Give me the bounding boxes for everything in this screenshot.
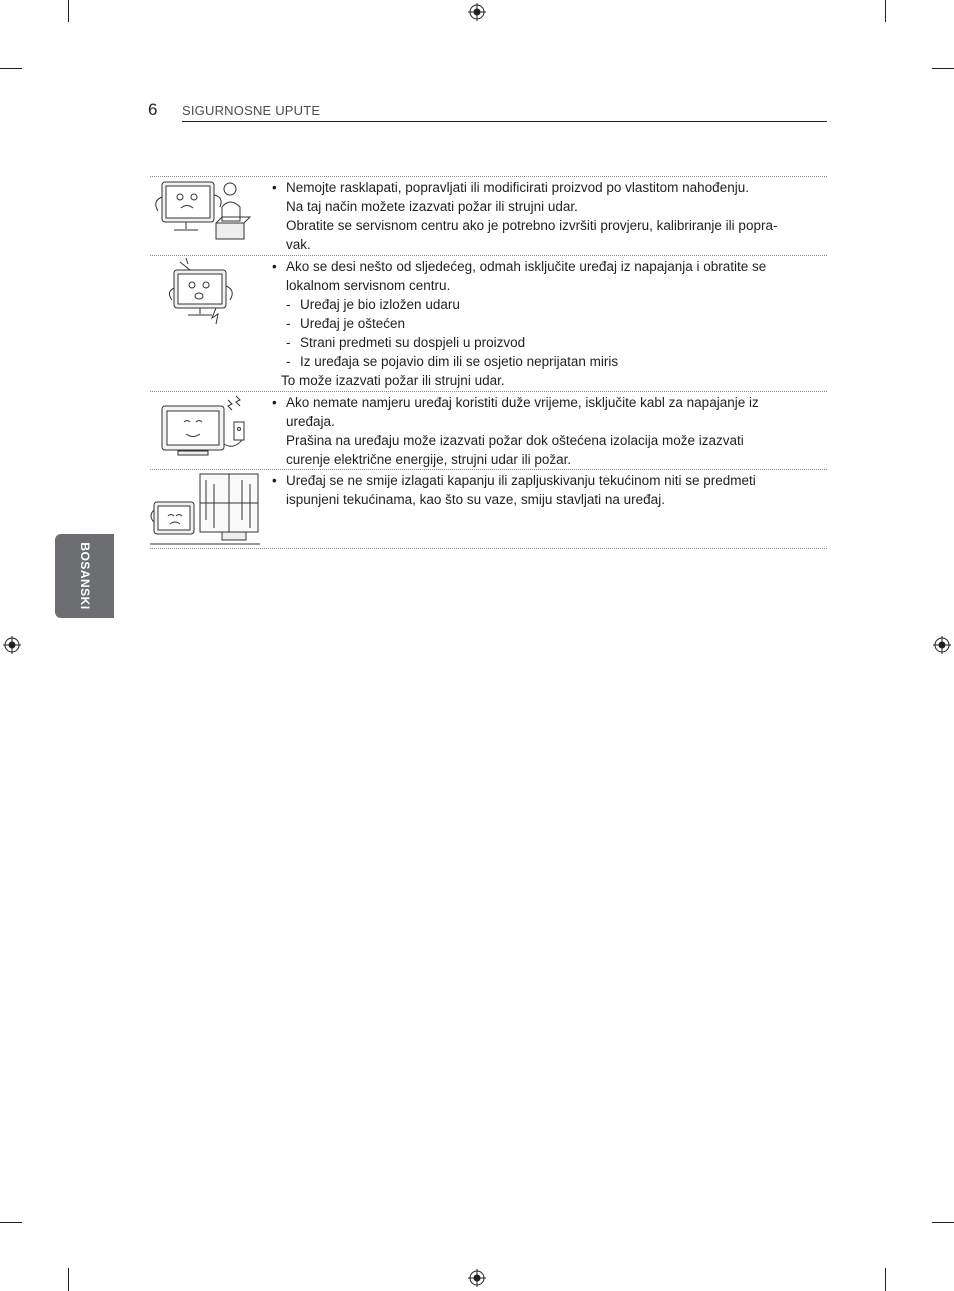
crop-mark — [885, 1268, 886, 1291]
crop-mark — [68, 0, 69, 22]
item-text: uređaja. — [286, 414, 335, 429]
tv-liquid-illustration — [150, 470, 260, 546]
safety-item-text — [272, 471, 812, 509]
safety-item — [150, 255, 827, 391]
crop-mark — [0, 1222, 22, 1223]
page-number: 6 — [148, 100, 158, 119]
item-text: Na taj način možete izazvati požar ili strujni udar. — [286, 199, 578, 214]
sub-item: - Iz uređaja se pojavio dim ili se osjetio neprijatan miris — [272, 352, 812, 371]
safety-item-text — [272, 178, 812, 254]
safety-item-text — [272, 257, 812, 390]
safety-item-text — [272, 393, 812, 469]
bullet-text: • Ako se desi nešto od sljedećeg, odmah isključite uređaj iz napajanja i obratite se — [272, 257, 812, 276]
safety-item — [150, 469, 827, 549]
sub-item: - Strani predmeti su dospjeli u proizvod — [272, 333, 812, 352]
tv-disassembly-illustration — [150, 177, 252, 247]
bullet-text: • Nemojte rasklapati, popravljati ili modificirati proizvod po vlastitom nahođenju. — [272, 178, 812, 197]
registration-mark-icon — [933, 636, 951, 654]
registration-mark-icon — [3, 636, 21, 654]
item-text: Prašina na uređaju može izazvati požar dok oštećena izolacija može izazvati — [286, 433, 744, 448]
sub-item: - Uređaj je bio izložen udaru — [272, 295, 812, 314]
language-tab-label: BOSANSKI — [77, 542, 92, 610]
language-tab — [55, 534, 114, 618]
item-text: ispunjeni tekućinama, kao što su vaze, smiju stavljati na uređaj. — [286, 492, 665, 507]
registration-mark-icon — [468, 1269, 486, 1287]
safety-item — [150, 176, 827, 255]
damaged-tv-illustration — [150, 256, 252, 326]
item-text: curenje električne energije, strujni udar ili požar. — [286, 452, 572, 467]
item-text: lokalnom servisnom centru. — [286, 278, 451, 293]
safety-item — [150, 391, 827, 469]
crop-mark — [932, 1222, 954, 1223]
crop-mark — [68, 1268, 69, 1291]
sub-item: - Uređaj je oštećen — [272, 314, 812, 333]
item-text: vak. — [286, 237, 311, 252]
crop-mark — [885, 0, 886, 22]
item-text: Obratite se servisnom centru ako je potrebno izvršiti provjeru, kalibriranje ili popra- — [286, 218, 778, 233]
bullet-text: • Ako nemate namjeru uređaj koristiti duže vrijeme, isključite kabl za napajanje iz — [272, 393, 812, 412]
bullet-text: • Uređaj se ne smije izlagati kapanju ili zapljuskivanju tekućinom niti se predmeti — [272, 471, 812, 490]
unplugged-tv-illustration — [150, 392, 252, 462]
registration-mark-icon — [468, 3, 486, 21]
section-title: SIGURNOSNE UPUTE — [182, 103, 321, 118]
crop-mark — [0, 68, 22, 69]
item-note: To može izazvati požar ili strujni udar. — [281, 373, 505, 388]
header-rule — [182, 121, 827, 122]
crop-mark — [932, 68, 954, 69]
